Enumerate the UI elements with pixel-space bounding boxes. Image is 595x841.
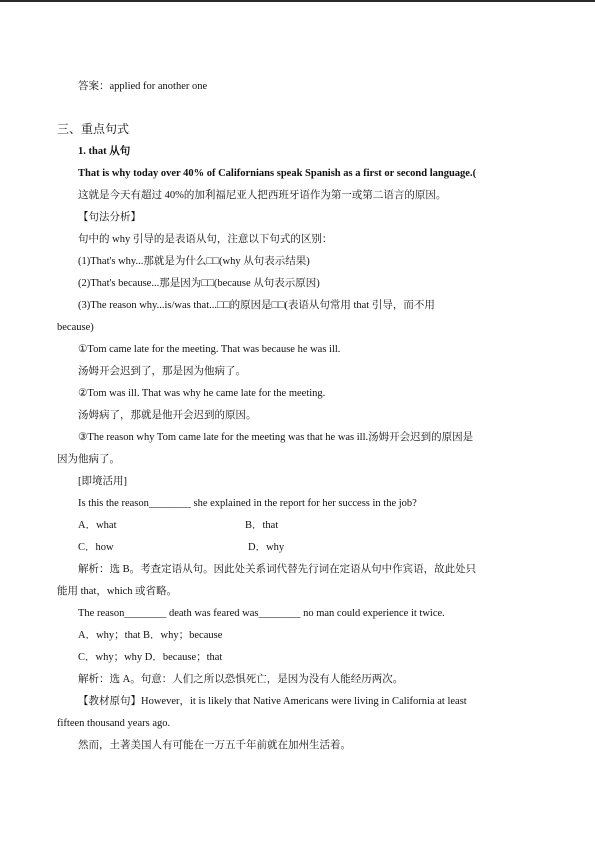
q1-option-d: D．why — [248, 542, 285, 553]
q1-explanation: 解析：选 B。考查定语从句。因此处关系词代替先行词在定语从句中作宾语，故此处只 — [78, 564, 477, 575]
q2-explanation: 解析：选 A。句意：人们之所以恐惧死亡，是因为没有人能经历两次。 — [78, 674, 404, 685]
pattern-1: (1)That's why...那就是为什么□□(why 从句表示结果) — [78, 256, 310, 267]
example-sentence-cn: 这就是今天有超过 40%的加利福尼亚人把西班牙语作为第一或第二语言的原因。 — [78, 190, 447, 201]
pattern-3-continued: because) — [57, 322, 94, 333]
pattern-3: (3)The reason why...is/was that...□□的原因是□□(表语从句常用 that 引导，而不用 — [78, 300, 435, 311]
section-title: 三、重点句式 — [57, 122, 130, 136]
example-sentence-en: That is why today over 40% of Californians speak Spanish as a first or second language.( — [78, 168, 477, 179]
original-sentence-cn: 然而，土著美国人有可能在一万五千年前就在加州生活着。 — [78, 740, 351, 751]
pattern-2: (2)That's because...那是因为□□(because 从句表示原因) — [78, 278, 320, 289]
original-sentence-continued: fifteen thousand years ago. — [57, 718, 171, 729]
q2-options-ab: A．why；that B．why；because — [78, 630, 223, 641]
example-2-en: ②Tom was ill. That was why he came late for the meeting. — [78, 388, 326, 399]
answer-line: 答案：applied for another one — [78, 81, 208, 92]
q1-explanation-continued: 能用 that，which 或省略。 — [57, 586, 178, 597]
q1-option-c: C．how — [78, 542, 114, 553]
item-title: 1. that 从句 — [78, 146, 131, 157]
q1-option-a: A．what — [78, 520, 117, 531]
practice-heading: [即境活用] — [78, 476, 127, 487]
example-1-en: ①Tom came late for the meeting. That was because he was ill. — [78, 344, 341, 355]
q2-options-cd: C．why；why D．because；that — [78, 652, 223, 663]
example-3-continued: 因为他病了。 — [57, 454, 120, 465]
question-2: The reason________ death was feared was________ no man could experience it twice. — [78, 608, 445, 619]
question-1: Is this the reason________ she explained in the report for her success in the job? — [78, 498, 417, 509]
page-top-rule — [0, 0, 595, 2]
example-3: ③The reason why Tom came late for the meeting was that he was ill.汤姆开会迟到的原因是 — [78, 432, 474, 443]
q1-option-b: B．that — [245, 520, 279, 531]
analysis-intro: 句中的 why 引导的是表语从句，注意以下句式的区别： — [78, 234, 333, 245]
analysis-heading: 【句法分析】 — [78, 212, 141, 223]
example-2-cn: 汤姆病了，那就是他开会迟到的原因。 — [78, 410, 257, 421]
original-sentence: 【教材原句】However，it is likely that Native Americans were living in California at least — [78, 696, 467, 707]
example-1-cn: 汤姆开会迟到了，那是因为他病了。 — [78, 366, 246, 377]
